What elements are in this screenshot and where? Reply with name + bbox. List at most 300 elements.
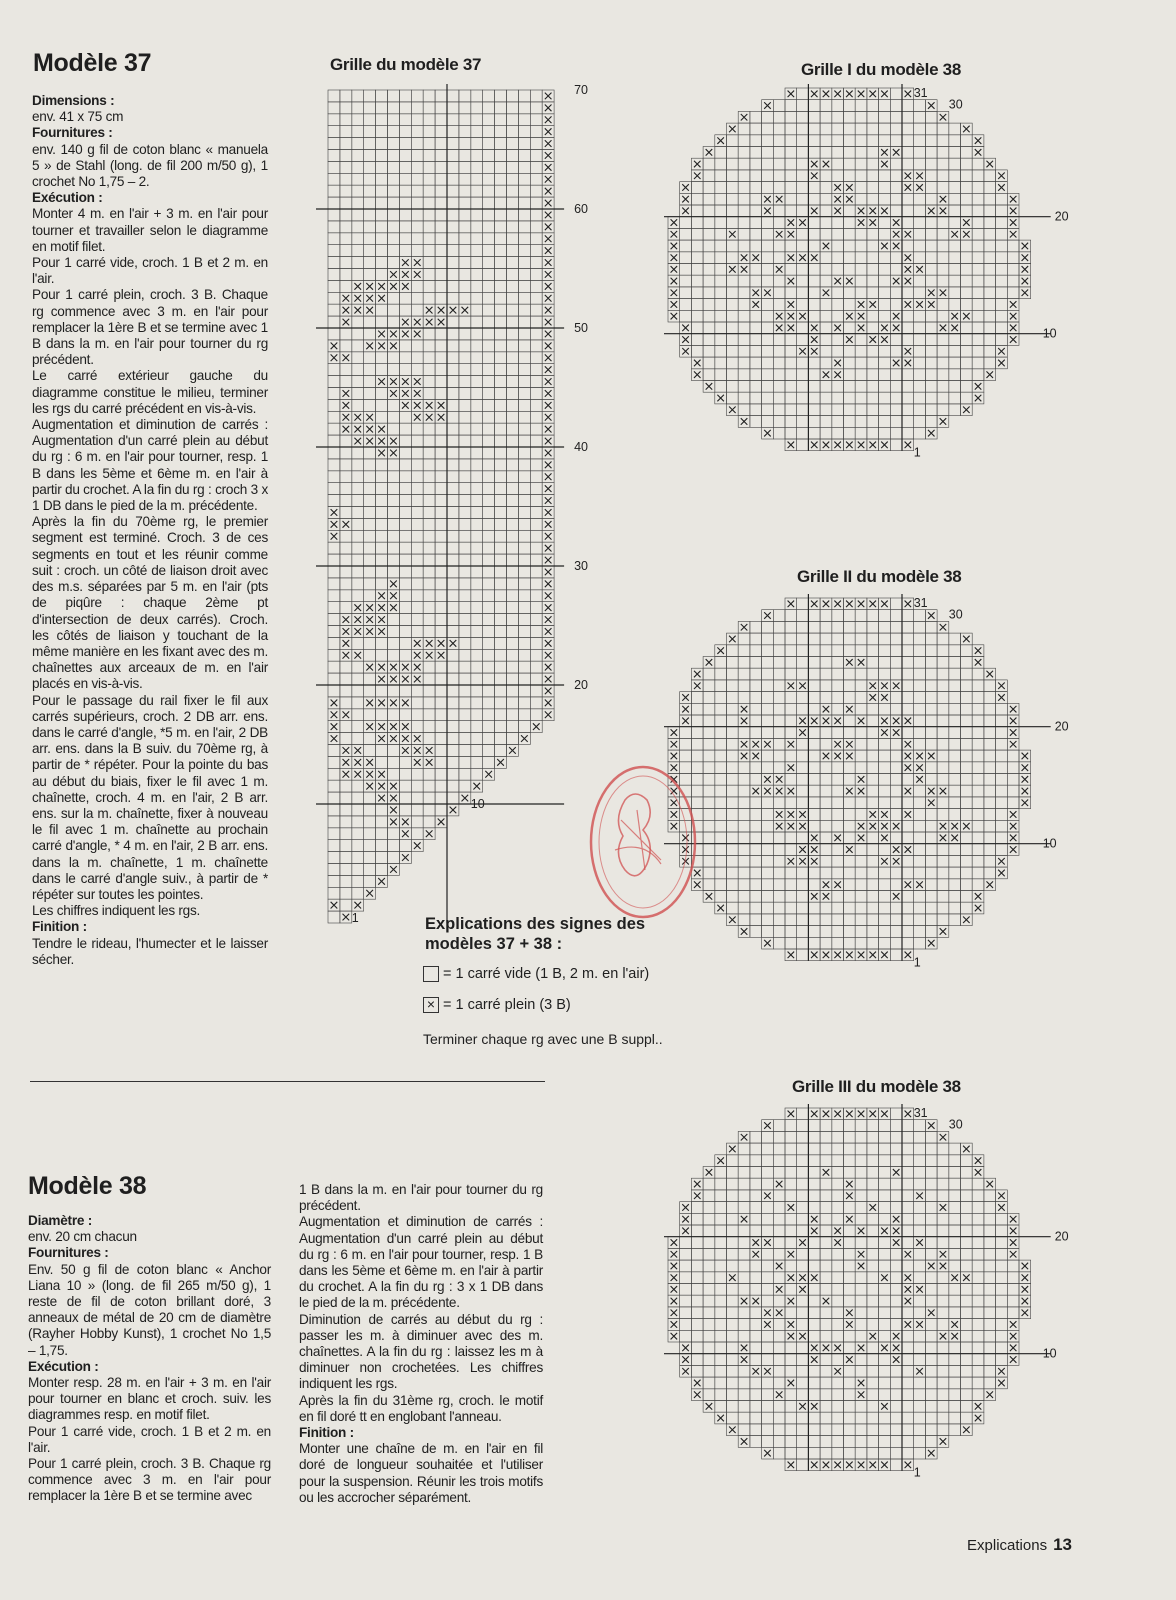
grid-cell	[727, 832, 739, 844]
grid-cell	[703, 357, 715, 369]
filled-square-mark	[869, 91, 876, 98]
grid-cell	[459, 233, 471, 245]
grid-cell	[890, 1284, 902, 1296]
grid-cell	[388, 221, 400, 233]
filled-square-mark	[846, 1356, 853, 1363]
filled-square-mark	[858, 208, 865, 215]
grid-cell	[483, 721, 495, 733]
grid-cell	[399, 435, 411, 447]
grid-cell	[423, 388, 435, 400]
filled-square-mark	[858, 835, 865, 842]
grid-cell	[820, 1424, 832, 1436]
filled-square-mark	[545, 283, 552, 290]
grid-cell	[715, 891, 727, 903]
filled-square-mark	[858, 1462, 865, 1469]
grid-cell	[820, 205, 832, 217]
grid-cell	[773, 1354, 785, 1366]
grid-cell	[925, 310, 937, 322]
grid-cell	[961, 680, 973, 692]
grid-cell	[925, 668, 937, 680]
grid-cell	[890, 1248, 902, 1260]
grid-cell	[399, 150, 411, 162]
grid-cell	[727, 645, 739, 657]
grid-cell	[399, 126, 411, 138]
grid-cell	[937, 738, 949, 750]
grid-cell	[447, 221, 459, 233]
grid-cell	[961, 1190, 973, 1202]
grid-cell	[750, 217, 762, 229]
grid-cell	[785, 1167, 797, 1179]
grid-cell	[972, 217, 984, 229]
filled-square-mark	[799, 729, 806, 736]
grid-cell	[890, 692, 902, 704]
grid-cell	[376, 554, 388, 566]
grid-cell	[972, 1295, 984, 1307]
grid-cell	[495, 376, 507, 388]
filled-square-mark	[545, 604, 552, 611]
grid-cell	[797, 1424, 809, 1436]
grid-cell	[808, 147, 820, 159]
grid-cell	[937, 633, 949, 645]
grid-cell	[459, 530, 471, 542]
grid-cell	[937, 228, 949, 240]
grid-cell	[738, 310, 750, 322]
grid-cell	[820, 1389, 832, 1401]
grid-cell	[867, 111, 879, 123]
section-label: Diamètre :	[28, 1213, 92, 1228]
grid-cell	[972, 264, 984, 276]
filled-square-mark	[1010, 231, 1017, 238]
grid-cell	[447, 721, 459, 733]
grid-cell	[423, 697, 435, 709]
grid-cell	[750, 692, 762, 704]
filled-square-mark	[545, 711, 552, 718]
grid-cell	[785, 334, 797, 346]
grid-cell	[925, 1272, 937, 1284]
grid-cell	[483, 685, 495, 697]
grid-cell	[937, 404, 949, 416]
filled-square-mark	[811, 601, 818, 608]
grid-cell	[879, 1155, 891, 1167]
grid-cell	[435, 209, 447, 221]
row-number-label: 30	[948, 1117, 963, 1132]
filled-square-mark	[788, 1274, 795, 1281]
filled-square-mark	[858, 1263, 865, 1270]
grid-cell	[797, 1377, 809, 1389]
filled-square-mark	[390, 581, 397, 588]
grid-cell	[411, 590, 423, 602]
grid-cell	[762, 1178, 774, 1190]
filled-square-mark	[834, 196, 841, 203]
grid-cell	[715, 275, 727, 287]
grid-cell	[518, 626, 530, 638]
filled-square-mark	[869, 601, 876, 608]
grid-cell	[727, 1342, 739, 1354]
grid-cell	[914, 1330, 926, 1342]
grid-cell	[703, 692, 715, 704]
grid-cell	[727, 1401, 739, 1413]
grid-cell	[785, 750, 797, 762]
grid-cell	[483, 435, 495, 447]
grid-cell	[961, 264, 973, 276]
grid-cell	[471, 745, 483, 757]
grid-cell	[738, 785, 750, 797]
filled-square-mark	[905, 172, 912, 179]
grid-cell	[435, 150, 447, 162]
grid-cell	[423, 578, 435, 590]
filled-square-mark	[426, 640, 433, 647]
grid-cell	[867, 404, 879, 416]
filled-square-mark	[671, 243, 678, 250]
grid-cell	[340, 733, 352, 745]
grid-cell	[352, 673, 364, 685]
grid-cell	[727, 170, 739, 182]
grid-cell	[785, 645, 797, 657]
grid-cell	[832, 158, 844, 170]
filled-square-mark	[788, 91, 795, 98]
grid-cell	[996, 1319, 1008, 1331]
grid-cell	[972, 334, 984, 346]
grid-cell	[773, 727, 785, 739]
grid-cell	[832, 785, 844, 797]
grid-cell	[785, 123, 797, 135]
grid-cell	[820, 1401, 832, 1413]
grid-cell	[471, 221, 483, 233]
grid-cell	[949, 809, 961, 821]
grid-cell	[949, 657, 961, 669]
filled-square-mark	[975, 1415, 982, 1422]
filled-square-mark	[545, 235, 552, 242]
filled-square-mark	[916, 301, 923, 308]
grid-cell	[518, 292, 530, 304]
grid-cell	[530, 554, 542, 566]
grid-cell	[471, 542, 483, 554]
grid-cell	[855, 392, 867, 404]
grid-cell	[855, 381, 867, 393]
grid-cell	[785, 1155, 797, 1167]
grid-cell	[797, 170, 809, 182]
filled-square-mark	[905, 1321, 912, 1328]
grid-cell	[914, 1272, 926, 1284]
grid-cell	[937, 369, 949, 381]
grid-cell	[703, 369, 715, 381]
grid-cell	[447, 102, 459, 114]
filled-square-mark	[881, 161, 888, 168]
grid-cell	[364, 578, 376, 590]
grid-cell	[352, 161, 364, 173]
grid-cell	[364, 257, 376, 269]
grid-cell	[435, 756, 447, 768]
grid-cell	[832, 1272, 844, 1284]
grid-cell	[855, 891, 867, 903]
grid-cell	[855, 404, 867, 416]
grid-cell	[808, 738, 820, 750]
filled-square-mark	[940, 788, 947, 795]
grid-cell	[855, 1190, 867, 1202]
filled-square-mark	[545, 628, 552, 635]
grid-cell	[902, 633, 914, 645]
grid-cell	[832, 645, 844, 657]
grid-cell	[855, 750, 867, 762]
grid-cell	[844, 1143, 856, 1155]
grid-cell	[832, 1213, 844, 1225]
grid-cell	[762, 217, 774, 229]
grid-cell	[507, 673, 519, 685]
grid-cell	[785, 657, 797, 669]
grid-cell	[879, 762, 891, 774]
grid-cell	[879, 750, 891, 762]
grid-cell	[879, 100, 891, 112]
grid-cell	[447, 292, 459, 304]
filled-square-mark	[414, 652, 421, 659]
grid-cell	[715, 727, 727, 739]
grid-cell	[832, 1330, 844, 1342]
filled-square-mark	[776, 1263, 783, 1270]
grid-cell	[459, 269, 471, 281]
grid-cell	[808, 357, 820, 369]
grid-cell	[785, 727, 797, 739]
grid-cell	[715, 867, 727, 879]
grid-cell	[483, 376, 495, 388]
filled-square-mark	[975, 383, 982, 390]
grid-cell	[364, 328, 376, 340]
grid-cell	[867, 1295, 879, 1307]
grid-cell	[447, 150, 459, 162]
grid-cell	[914, 322, 926, 334]
grid-cell	[832, 1354, 844, 1366]
filled-square-mark	[402, 664, 409, 671]
grid-cell	[483, 447, 495, 459]
grid-cell	[364, 245, 376, 257]
grid-cell	[447, 673, 459, 685]
filled-square-mark	[928, 102, 935, 109]
grid-cell	[832, 111, 844, 123]
filled-square-mark	[694, 671, 701, 678]
grid-cell	[762, 668, 774, 680]
grid-cell	[762, 855, 774, 867]
grid-cell	[925, 891, 937, 903]
grid-cell	[435, 673, 447, 685]
filled-square-mark	[366, 771, 373, 778]
grid-cell	[352, 852, 364, 864]
grid-cell	[1007, 252, 1019, 264]
filled-square-mark	[811, 718, 818, 725]
grid-cell	[715, 1365, 727, 1377]
filled-square-mark	[390, 343, 397, 350]
grid-cell	[703, 1365, 715, 1377]
grid-cell	[902, 1120, 914, 1132]
grid-cell	[447, 780, 459, 792]
grid-cell	[738, 123, 750, 135]
grid-cell	[435, 661, 447, 673]
grid-cell	[773, 657, 785, 669]
filled-square-mark	[893, 1345, 900, 1352]
grid-cell	[808, 392, 820, 404]
grid-cell	[738, 879, 750, 891]
grid-cell	[388, 768, 400, 780]
grid-cell	[459, 459, 471, 471]
grid-cell	[727, 158, 739, 170]
grid-cell	[914, 158, 926, 170]
filled-square-mark	[682, 348, 689, 355]
grid-cell	[925, 135, 937, 147]
grid-cell	[844, 774, 856, 786]
grid-cell	[435, 459, 447, 471]
filled-square-mark	[869, 1111, 876, 1118]
grid-cell	[518, 542, 530, 554]
grid-cell	[890, 345, 902, 357]
grid-cell	[762, 832, 774, 844]
grid-cell	[879, 1295, 891, 1307]
grid-cell	[832, 668, 844, 680]
grid-cell	[435, 352, 447, 364]
row-number-label: 31	[913, 596, 928, 610]
grid-cell	[399, 614, 411, 626]
grid-cell	[762, 902, 774, 914]
grid-cell	[785, 1131, 797, 1143]
grid-cell	[867, 1319, 879, 1331]
grid-cell	[820, 299, 832, 311]
grid-cell	[423, 221, 435, 233]
grid-cell	[972, 1330, 984, 1342]
grid-cell	[984, 1342, 996, 1354]
grid-cell	[483, 566, 495, 578]
grid-cell	[507, 161, 519, 173]
grid-cell	[750, 762, 762, 774]
grid-cell	[902, 680, 914, 692]
grid-cell	[855, 1330, 867, 1342]
filled-square-mark	[963, 823, 970, 830]
grid-cell	[972, 668, 984, 680]
filled-square-mark	[390, 331, 397, 338]
filled-square-mark	[390, 378, 397, 385]
filled-square-mark	[764, 196, 771, 203]
filled-square-mark	[1022, 1309, 1029, 1316]
grid-cell	[530, 399, 542, 411]
grid-cell	[972, 1260, 984, 1272]
grid-cell	[984, 832, 996, 844]
grid-cell	[890, 334, 902, 346]
grid-cell	[483, 245, 495, 257]
grid-cell	[388, 459, 400, 471]
grid-cell	[797, 1225, 809, 1237]
grid-cell	[937, 774, 949, 786]
grid-cell	[738, 1202, 750, 1214]
filled-square-mark	[671, 741, 678, 748]
filled-square-mark	[858, 1228, 865, 1235]
grid-cell	[471, 554, 483, 566]
grid-cell	[867, 1155, 879, 1167]
grid-cell	[879, 844, 891, 856]
grid-cell	[680, 264, 692, 276]
filled-square-mark	[776, 1309, 783, 1316]
grid-cell	[680, 727, 692, 739]
filled-square-mark	[414, 842, 421, 849]
filled-square-mark	[811, 1274, 818, 1281]
grid-cell	[471, 399, 483, 411]
grid-cell	[518, 637, 530, 649]
filled-square-mark	[438, 402, 445, 409]
grid-cell	[914, 727, 926, 739]
grid-cell	[423, 554, 435, 566]
grid-cell	[879, 621, 891, 633]
filled-square-mark	[343, 390, 350, 397]
grid-cell	[388, 173, 400, 185]
grid-cell	[808, 1284, 820, 1296]
grid-cell	[762, 1377, 774, 1389]
filled-square-mark	[834, 442, 841, 449]
grid-cell	[352, 590, 364, 602]
grid-cell	[879, 299, 891, 311]
grid-cell	[808, 310, 820, 322]
grid-cell	[459, 756, 471, 768]
grid-cell	[925, 240, 937, 252]
filled-square-mark	[682, 336, 689, 343]
filled-square-mark	[823, 1298, 830, 1305]
grid-cell	[797, 182, 809, 194]
grid-cell	[890, 867, 902, 879]
grid-cell	[996, 762, 1008, 774]
grid-cell	[844, 100, 856, 112]
grid-cell	[459, 554, 471, 566]
grid-cell	[364, 90, 376, 102]
grid-cell	[352, 780, 364, 792]
filled-square-mark	[378, 592, 385, 599]
grid-cell	[902, 1213, 914, 1225]
grid-3-diagram	[660, 1100, 1090, 1500]
grid-cell	[832, 855, 844, 867]
filled-square-mark	[834, 360, 841, 367]
filled-square-mark	[869, 336, 876, 343]
grid-cell	[328, 626, 340, 638]
grid-cell	[902, 692, 914, 704]
filled-square-mark	[858, 952, 865, 959]
grid-cell	[423, 685, 435, 697]
row-number-label: 70	[574, 83, 589, 97]
grid-cell	[867, 1354, 879, 1366]
grid-cell	[785, 715, 797, 727]
grid-cell	[855, 926, 867, 938]
grid-cell	[879, 111, 891, 123]
grid-cell	[530, 126, 542, 138]
filled-square-mark	[366, 343, 373, 350]
grid-cell	[914, 855, 926, 867]
grid-cell	[855, 1295, 867, 1307]
grid-cell	[867, 1131, 879, 1143]
grid-cell	[808, 135, 820, 147]
grid-cell	[738, 345, 750, 357]
filled-square-mark	[881, 718, 888, 725]
filled-square-mark	[869, 1462, 876, 1469]
grid-cell	[773, 1155, 785, 1167]
grid-cell	[867, 100, 879, 112]
grid-cell	[530, 257, 542, 269]
filled-square-mark	[682, 706, 689, 713]
grid-cell	[867, 937, 879, 949]
grid-cell	[949, 217, 961, 229]
grid-cell	[738, 1424, 750, 1436]
grid-cell	[399, 447, 411, 459]
grid-cell	[773, 427, 785, 439]
grid-cell	[738, 797, 750, 809]
grid-cell	[691, 703, 703, 715]
grid-cell	[961, 170, 973, 182]
grid-cell	[715, 785, 727, 797]
grid-cell	[996, 715, 1008, 727]
grid-cell	[352, 661, 364, 673]
grid-cell	[797, 1260, 809, 1272]
grid-cell	[867, 1237, 879, 1249]
